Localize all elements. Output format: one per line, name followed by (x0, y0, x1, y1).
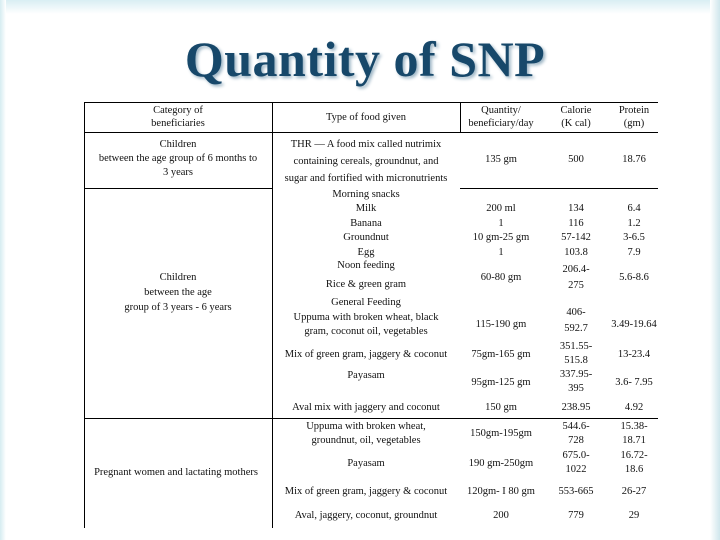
header-calorie: Calorie (K cal) (560, 105, 592, 129)
noon-feeding-protein: 5.6-8.6 (619, 272, 649, 283)
morning-snacks-protein: 6.4 1.2 3-6.5 7.9 (623, 203, 645, 258)
group1-rule-left (84, 188, 272, 189)
general-feeding-quantity: 115-190 gm (475, 319, 527, 330)
morning-snacks-items: Milk Banana Groundnut Egg (343, 203, 389, 258)
group2-payasam-item: Payasam (347, 370, 385, 381)
general-feeding-protein: 3.49-19.64 (611, 319, 657, 330)
general-feeding-label: General Feeding (331, 297, 401, 308)
morning-snacks-label: Morning snacks (332, 189, 400, 200)
general-feeding-item: Uppuma with broken wheat, black gram, coconut oil, vegetables (293, 312, 439, 337)
group3-aval-quantity: 200 (493, 510, 509, 521)
group3-payasam-calorie: 675.0- 1022 (562, 450, 590, 475)
noon-feeding-label: Noon feeding (337, 260, 395, 271)
noon-feeding-item: Rice & green gram (325, 279, 407, 290)
group3-aval-item: Aval, jaggery, coconut, groundnut (294, 510, 438, 521)
group3-payasam-item: Payasam (347, 458, 385, 469)
group2-rule (84, 418, 658, 419)
header-category: Category of beneficiaries (151, 105, 205, 129)
header-rule (84, 132, 658, 133)
group2-mix-protein: 13-23.4 (617, 349, 651, 360)
group1-category: Children between the age group of 6 months to 3 years (98, 139, 258, 178)
group2-payasam-protein: 3.6- 7.95 (615, 377, 653, 388)
group2-aval-protein: 4.92 (624, 402, 644, 413)
group3-aval-calorie: 779 (568, 510, 584, 521)
group1-quantity: 135 gm (485, 154, 517, 165)
group3-uppuma-item: Uppuma with broken wheat, groundnut, oil, vegetables (306, 421, 426, 446)
group3-payasam-quantity: 190 gm-250gm (468, 458, 534, 469)
snp-table (84, 102, 658, 528)
group3-uppuma-quantity: 150gm-195gm (470, 428, 532, 439)
group3-mix-calorie: 553-665 (558, 486, 594, 497)
noon-feeding-calorie: 206.4- 275 (562, 264, 590, 291)
header-quantity: Quantity/ beneficiary/day (468, 105, 534, 129)
slide-top-border (0, 0, 720, 14)
group3-aval-protein: 29 (628, 510, 640, 521)
morning-snacks-quantity: 200 ml 1 10 gm-25 gm 1 (472, 203, 530, 258)
group1-food: THR — A food mix called nutrimix containing cereals, groundnut, and sugar and fortified with micronutrients (284, 139, 448, 184)
general-feeding-calorie: 406- 592.7 (564, 307, 588, 334)
group3-payasam-protein: 16.72- 18.6 (620, 450, 648, 475)
group1-protein: 18.76 (622, 154, 646, 165)
group3-mix-protein: 26-27 (621, 486, 647, 497)
group2-payasam-calorie: 337.95- 395 (559, 369, 593, 394)
group2-mix-item: Mix of green gram, jaggery & coconut (284, 349, 448, 360)
group3-uppuma-protein: 15.38- 18.71 (620, 421, 648, 446)
group1-calorie: 500 (568, 154, 584, 165)
group3-category: Pregnant women and lactating mothers (94, 467, 258, 478)
group2-payasam-quantity: 95gm-125 gm (471, 377, 531, 388)
morning-snacks-calorie: 134 116 57-142 103.8 (561, 203, 591, 258)
header-protein: Protein (gm) (618, 105, 650, 129)
group2-mix-calorie: 351.55- 515.8 (559, 341, 593, 366)
group2-aval-calorie: 238.95 (561, 402, 591, 413)
group1-rule-right (460, 188, 658, 189)
group3-uppuma-calorie: 544.6- 728 (562, 421, 590, 446)
noon-feeding-quantity: 60-80 gm (480, 272, 522, 283)
group3-mix-item: Mix of green gram, jaggery & coconut (284, 486, 448, 497)
group2-mix-quantity: 75gm-165 gm (471, 349, 531, 360)
group2-aval-quantity: 150 gm (485, 402, 517, 413)
header-food-type: Type of food given (325, 112, 407, 123)
group3-mix-quantity: 120gm- I 80 gm (467, 486, 535, 497)
slide-title: Quantity of SNP (184, 31, 546, 87)
group2-aval-item: Aval mix with jaggery and coconut (292, 402, 440, 413)
group2-category: Children between the age group of 3 years - 6 years (124, 272, 232, 313)
